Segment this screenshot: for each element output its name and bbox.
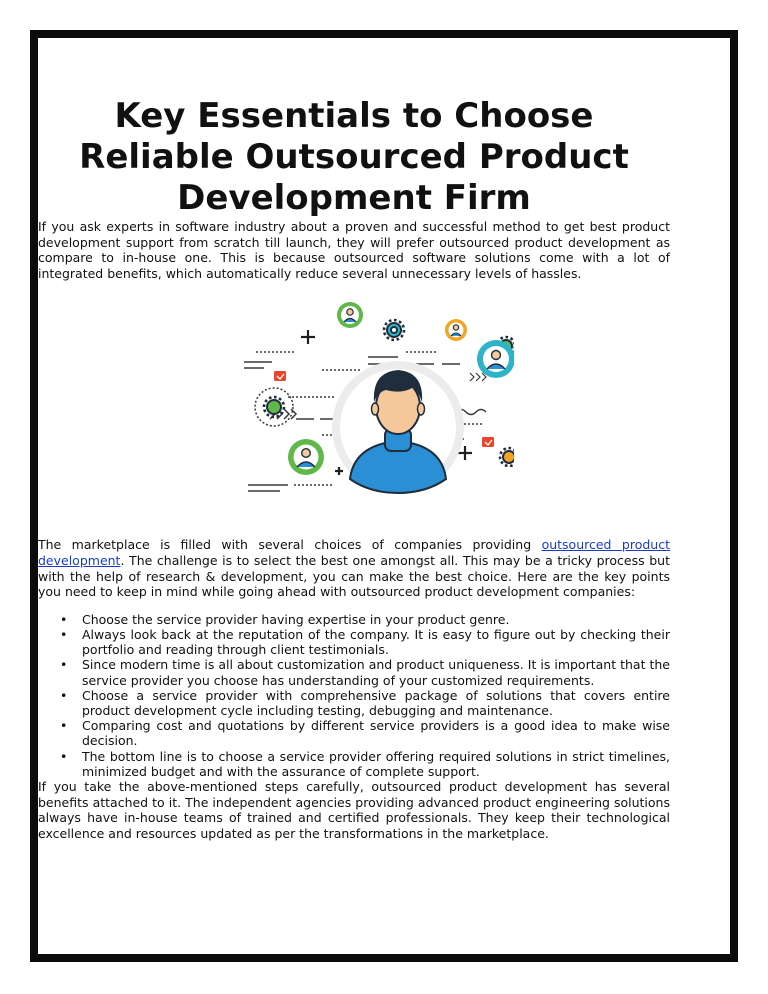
- central-person-icon: [332, 361, 464, 493]
- user-icon: [337, 302, 363, 328]
- marketplace-text-after: . The challenge is to select the best one amongst all. This may be a tricky process but with the help of research & development, you can make the best choice. Here are the key points you need to keep in mind while going ahead with outsourced product development companies:: [38, 552, 670, 600]
- key-points-list: [38, 612, 670, 779]
- bullet-icon: •: [60, 687, 68, 703]
- outsourcing-illustration: [38, 297, 670, 537]
- list-item: [60, 657, 670, 688]
- list-item-text: Choose the service provider having expertise in your product genre.: [82, 611, 510, 627]
- list-item-text: Always look back at the reputation of the company. It is easy to figure out by checking their portfolio and reading through client testimonials.: [82, 626, 670, 658]
- marketplace-paragraph: [38, 537, 670, 599]
- list-item: [60, 611, 670, 627]
- user-icon: [288, 439, 324, 475]
- list-item-text: Comparing cost and quotations by different service providers is a good idea to make wise decision.: [82, 718, 670, 749]
- chevrons-icon-right: [470, 373, 486, 381]
- bullet-icon: •: [60, 657, 68, 673]
- list-item: [60, 687, 670, 718]
- list-item-text: Choose a service provider with comprehensive package of solutions that covers entire product development cycle including testing, debugging and maintenance.: [82, 687, 670, 718]
- illustration-graphic: [184, 297, 514, 537]
- user-icon: [477, 340, 514, 378]
- outsourced-product-development-link[interactable]: outsourced product development: [38, 537, 671, 568]
- marketplace-text-before: The marketplace is filled with several choices of companies providing: [38, 537, 542, 553]
- closing-paragraph: If you take the above-mentioned steps carefully, outsourced product development has several benefits attached to it. The independent agencies providing advanced product engineering solutions always have in-house teams of trained and certified professionals. They keep their technological excellence and resources updated as per the transformations in the marketplace.: [38, 778, 670, 841]
- bullet-icon: •: [60, 718, 68, 734]
- document-title: Key Essentials to Choose Reliable Outsourced Product Development Firm: [79, 96, 629, 218]
- bullet-icon: •: [60, 626, 68, 642]
- list-item-text: Since modern time is all about customization and product uniqueness. It is important that the service provider you choose has understanding of your customized requirements.: [82, 657, 670, 688]
- user-icon: [445, 319, 467, 341]
- bullet-icon: •: [60, 748, 68, 764]
- list-item: [60, 626, 670, 658]
- list-item: [60, 718, 670, 749]
- list-item-text: The bottom line is to choose a service provider offering required solutions in strict timelines, minimized budget and with the assurance of complete support.: [82, 748, 670, 779]
- intro-paragraph: If you ask experts in software industry about a proven and successful method to get best product development support from scratch till launch, they will prefer outsourced product development as compare to in-house one. This is because outsourced software solutions come with a lot of integrated benefits, which automatically reduce several unnecessary levels of hassles.: [38, 219, 670, 281]
- bullet-icon: •: [60, 611, 68, 627]
- document-content: [38, 96, 670, 841]
- list-item: [60, 748, 670, 779]
